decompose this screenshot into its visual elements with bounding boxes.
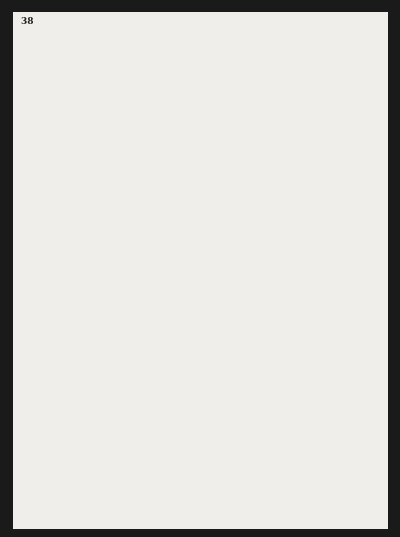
document-page [13, 12, 388, 529]
right-column [205, 30, 382, 520]
left-column [19, 30, 196, 520]
page-number: 38 [21, 17, 34, 27]
